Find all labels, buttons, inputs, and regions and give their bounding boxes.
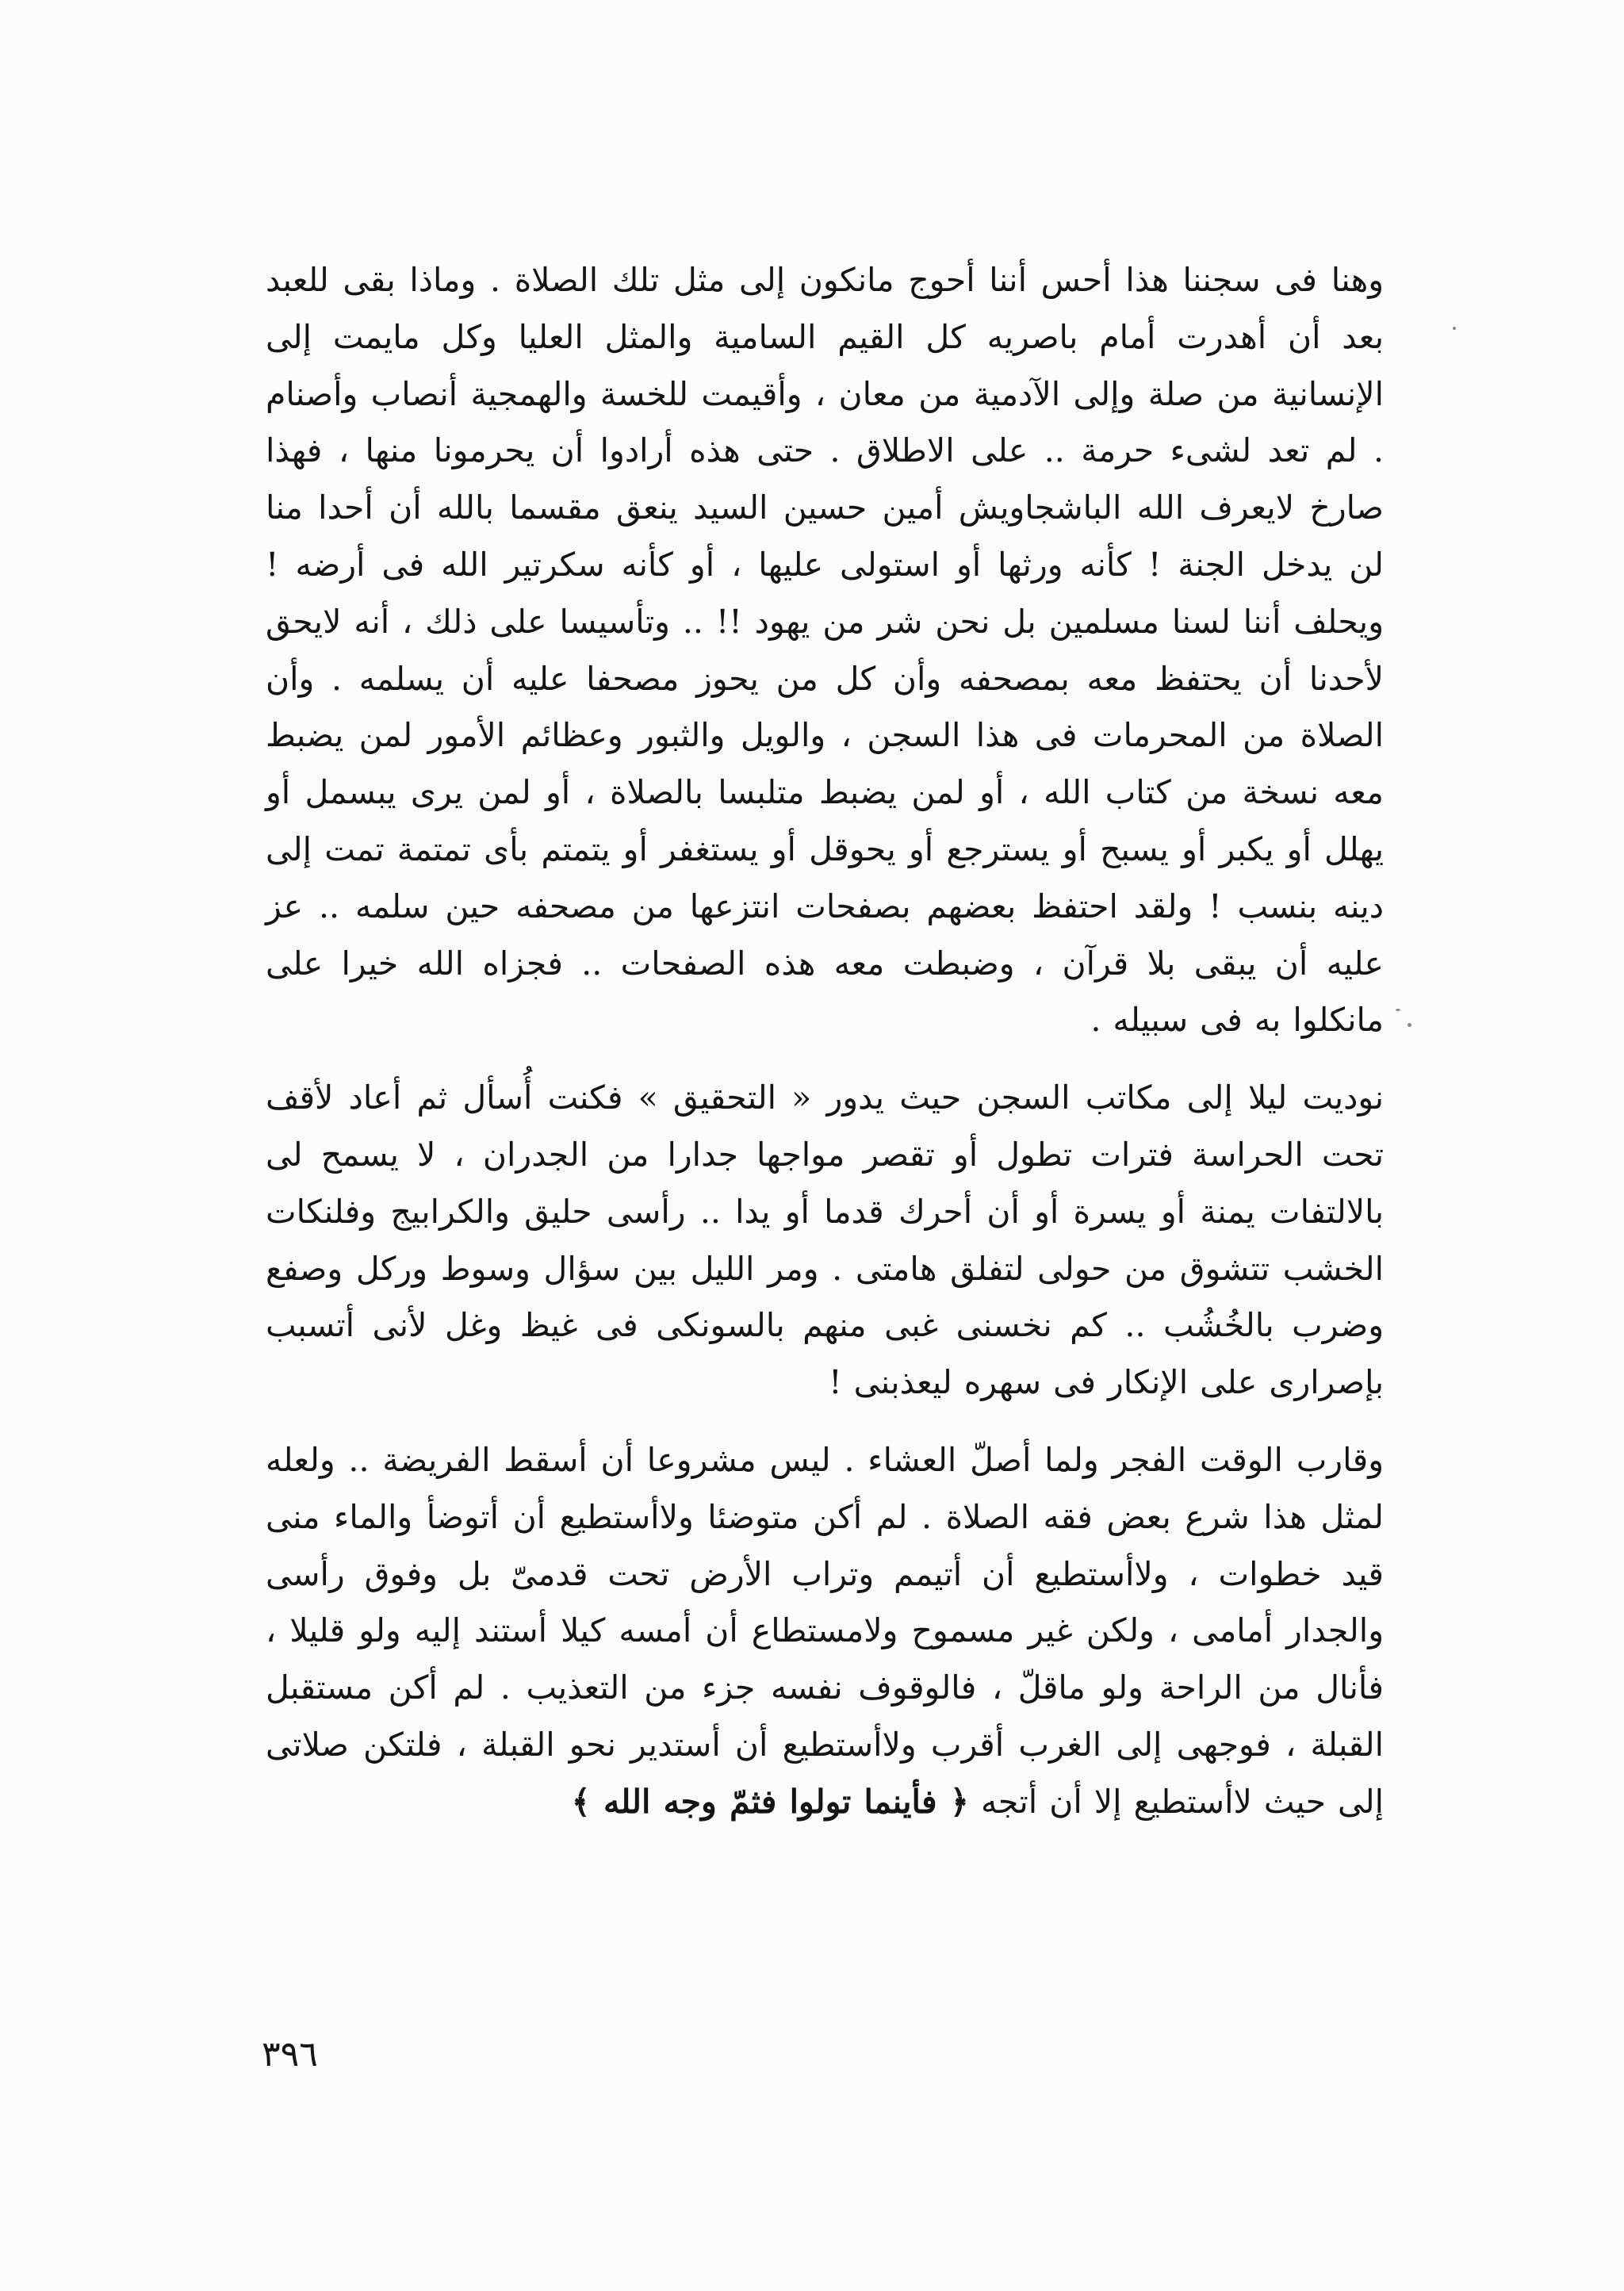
body-text xyxy=(266,252,1384,1831)
scan-speck xyxy=(1408,1023,1411,1027)
scan-speck xyxy=(1396,1009,1400,1011)
paragraph-2 xyxy=(266,1070,1384,1412)
paragraph-1 xyxy=(266,252,1384,1049)
page-number: ٣٩٦ xyxy=(262,2034,318,2075)
quran-quote: ﴿ فأينما تولوا فثمّ وجه الله ﴾ xyxy=(571,1782,969,1821)
paragraph-1-text: وهنا فى سجننا هذا أحس أننا أحوج مانكون إلى مثل تلك الصلاة . وماذا بقى للعبد بعد أن أهدرت أمام باصريه كل القيم السامية والمثل العليا وكل مايمت إلى الإنسانية من صلة وإلى الآدمية من معان ، وأقيمت للخسة والهمجية أنصاب وأصنام . لم تعد لشىء حرمة .. على الاطلاق . حتى هذه أرادوا أن يحرمونا منها ، فهذا صارخ لايعرف الله الباشجاويش أمين حسين السيد ينعق مقسما بالله أن أحدا منا لن يدخل الجنة ! كأنه ورثها أو استولى عليها ، أو كأنه سكرتير الله فى أرضه ! ويحلف أننا لسنا مسلمين بل نحن شر من يهود !! .. وتأسيسا على ذلك ، أنه لايحق لأحدنا أن يحتفظ معه بمصحفه وأن كل من يحوز مصحفا عليه أن يسلمه . وأن الصلاة من المحرمات فى هذا السجن ، والويل والثبور وعظائم الأمور لمن يضبط معه نسخة من كتاب الله ، أو لمن يضبط متلبسا بالصلاة ، أو لمن يرى يبسمل أو يهلل أو يكبر أو يسبح أو يسترجع أو يحوقل أو يستغفر أو يتمتم بأى تمتمة تمت إلى دينه بنسب ! ولقد احتفظ بعضهم بصفحات انتزعها من مصحفه حين سلمه .. عز عليه أن يبقى بلا قرآن ، وضبطت معه هذه الصفحات .. فجزاه الله خيرا على مانكلوا به فى سبيله . xyxy=(266,261,1384,1040)
scan-speck xyxy=(1453,327,1456,330)
paragraph-2-text: نوديت ليلا إلى مكاتب السجن حيث يدور « التحقيق » فكنت أُسأل ثم أعاد لأقف تحت الحراسة فترات تطول أو تقصر مواجها جدارا من الجدران ، لا يسمح لى بالالتفات يمنة أو يسرة أو أن أحرك قدما أو يدا .. رأسى حليق والكرابيج وفلنكات الخشب تتشوق من حولى لتفلق هامتى . ومر الليل بين سؤال وسوط وركل وصفع وضرب بالخُشُب .. كم نخسنى غبى منهم بالسونكى فى غيظ وغل لأنى أتسبب بإصرارى على الإنكار فى سهره ليعذبنى ! xyxy=(266,1078,1384,1402)
paragraph-3 xyxy=(266,1432,1384,1831)
paragraph-3-text: وقارب الوقت الفجر ولما أصلّ العشاء . ليس مشروعا أن أسقط الفريضة .. ولعله لمثل هذا شرع بعض فقه الصلاة . لم أكن متوضئا ولاأستطيع أن أتوضأ والماء منى قيد خطوات ، ولاأستطيع أن أتيمم وتراب الأرض تحت قدمىّ بل وفوق رأسى والجدار أمامى ، ولكن غير مسموح ولامستطاع أن أمسه كيلا أستند إليه ولو قليلا ، فأنال من الراحة ولو ماقلّ ، فالوقوف نفسه جزء من التعذيب . لم أكن مستقبل القبلة ، فوجهى إلى الغرب أقرب ولاأستطيع أن أستدير نحو القبلة ، فلتكن صلاتى إلى حيث لاأستطيع إلا أن أتجه xyxy=(266,1440,1384,1821)
